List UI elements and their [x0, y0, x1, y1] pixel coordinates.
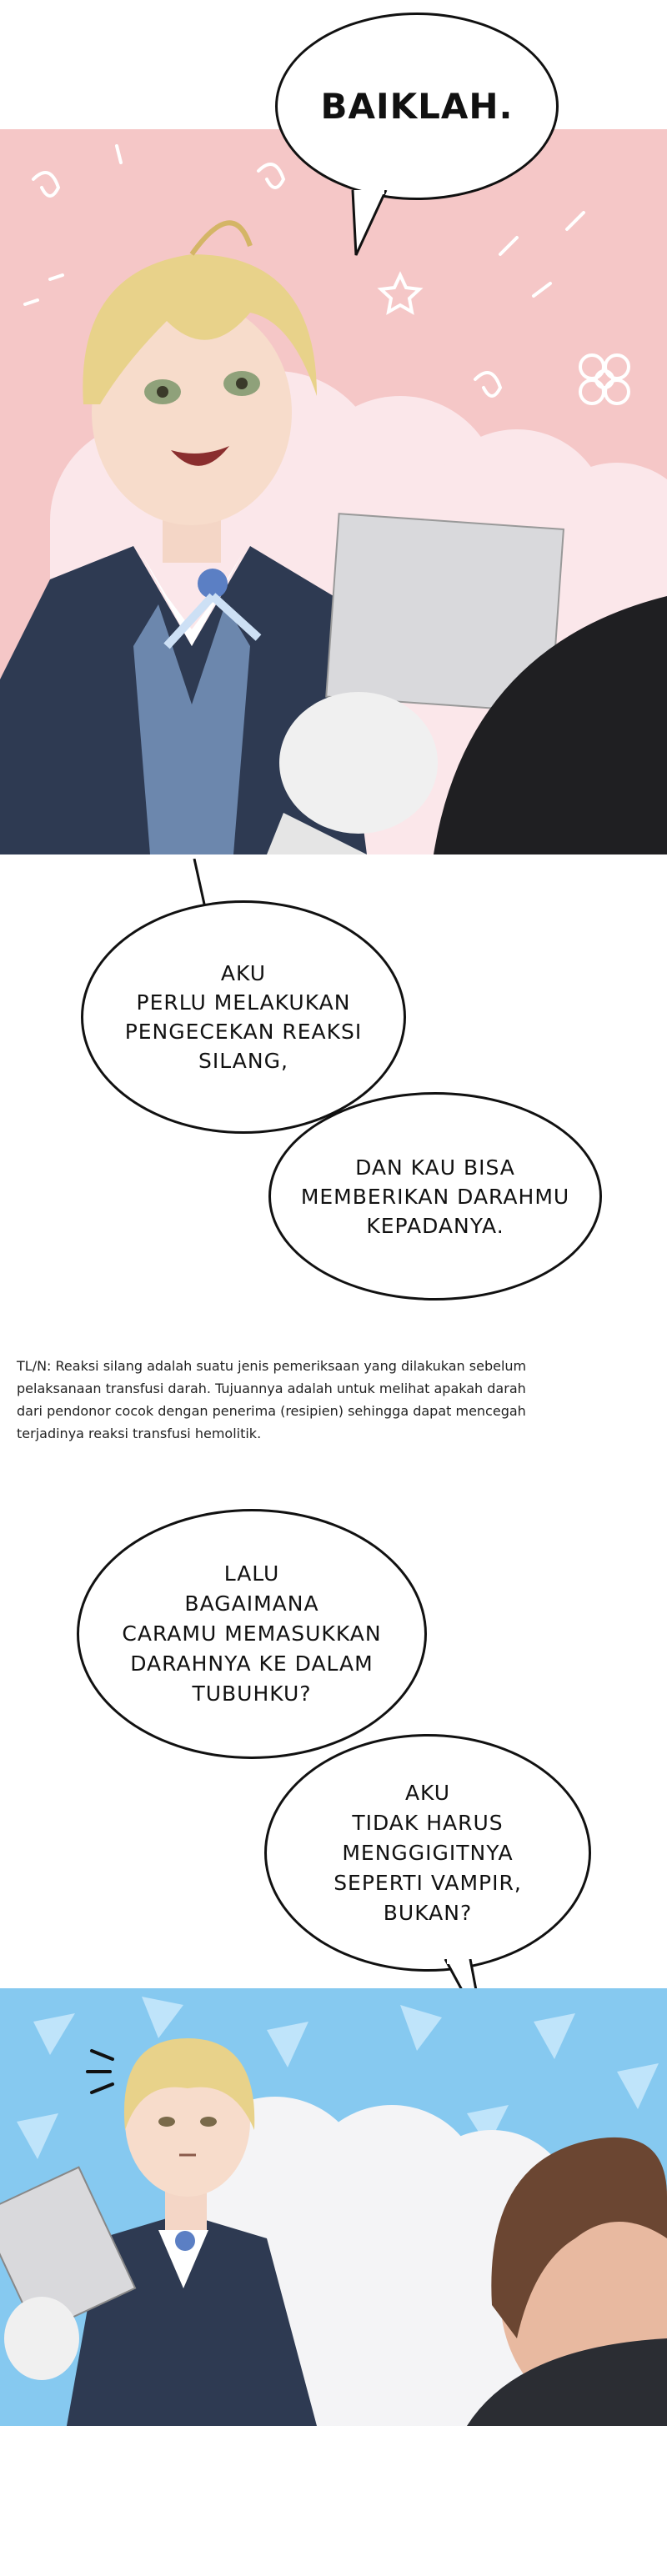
speech-bubble-5-text: AKU TIDAK HARUS MENGGIGITNYA SEPERTI VAMPIR, BUKAN?	[334, 1780, 522, 1925]
speech-bubble-1-text: BAIKLAH.	[320, 86, 514, 127]
translator-note: TL/N: Reaksi silang adalah suatu jenis pemeriksaan yang dilakukan sebelum pelaksanaan transfusi darah. Tujuannya adalah untuk melihat apakah darah dari pendonor cocok dengan penerima (resipien) sehingga dapat mencegah terjadinya reaksi transfusi hemolitik.	[17, 1358, 527, 1441]
speech-bubble-1-tail	[346, 190, 396, 257]
comic-panel-2	[0, 1988, 667, 2426]
speech-bubble-4	[77, 1509, 427, 1759]
speech-bubble-2-text: AKU PERLU MELAKUKAN PENGECEKAN REAKSI SILANG,	[124, 961, 363, 1073]
panel-2-illustration	[0, 1988, 667, 2426]
speech-bubble-4-text: LALU BAGAIMANA CARAMU MEMASUKKAN DARAHNYA KE DALAM TUBUHKU?	[122, 1561, 382, 1706]
speech-bubble-1	[275, 13, 559, 200]
speech-bubble-2	[81, 900, 406, 1134]
panel-1-illustration	[0, 129, 667, 854]
comic-panel-1	[0, 129, 667, 854]
speech-bubble-5	[264, 1734, 591, 1972]
speech-bubble-3	[268, 1092, 602, 1301]
speech-bubble-3-text: DAN KAU BISA MEMBERIKAN DARAHMU KEPADANYA.	[300, 1155, 570, 1238]
